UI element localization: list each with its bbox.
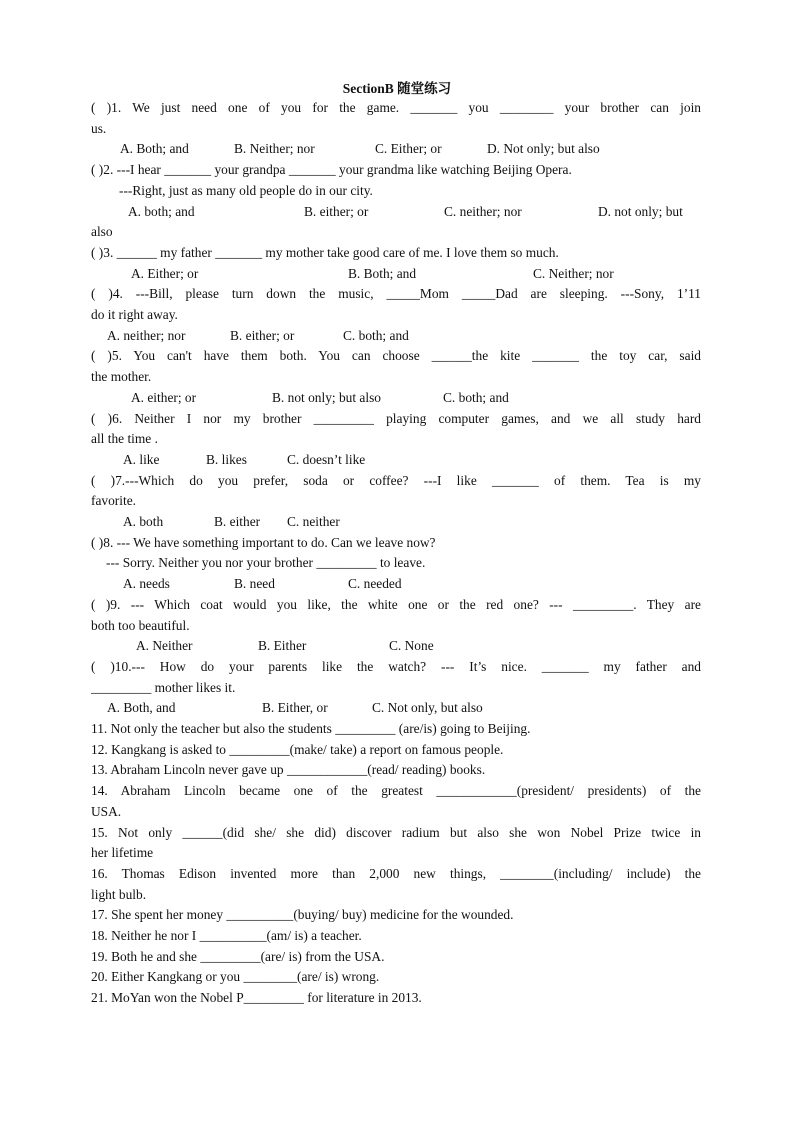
answer-options-row	[91, 698, 701, 719]
question-line: both too beautiful.	[91, 617, 190, 633]
question-line: also	[91, 224, 113, 240]
answer-option: C. None	[389, 638, 434, 654]
answer-option: C. Neither; nor	[533, 265, 614, 281]
answer-options-row	[91, 264, 701, 285]
answer-option: A. Both, and	[107, 700, 176, 716]
question-line: ( )5. You can't have them both. You can choose ______the kite _______ the toy car, said	[91, 348, 701, 364]
answer-option: C. doesn’t like	[287, 451, 366, 467]
question-line: ( )8. --- We have something important to do. Can we leave now?	[91, 534, 436, 550]
answer-option: B. likes	[206, 451, 247, 467]
answer-options-row	[91, 574, 701, 595]
answer-option: B. either; or	[230, 327, 295, 343]
question-line: 17. She spent her money __________(buying/ buy) medicine for the wounded.	[91, 907, 514, 923]
question-line: ( )6. Neither I nor my brother _________ playing computer games, and we all study hard	[91, 410, 701, 426]
answer-option: D. Not only; but also	[487, 141, 600, 157]
answer-option: A. Both; and	[120, 141, 189, 157]
answer-option: C. Not only, but also	[372, 700, 483, 716]
question-line: 15. Not only ______(did she/ she did) discover radium but also she won Nobel Prize twice in	[91, 824, 701, 840]
page-title: SectionB 随堂练习	[342, 81, 452, 96]
answer-options-row	[91, 202, 701, 223]
question-line: ( )9. --- Which coat would you like, the white one or the red one? --- _________. They are	[91, 596, 701, 612]
question-line: ( )7.---Which do you prefer, soda or coffee? ---I like _______ of them. Tea is my	[91, 472, 701, 488]
question-line: do it right away.	[91, 307, 178, 322]
question-line: ---Right, just as many old people do in our city.	[119, 182, 373, 198]
question-line: the mother.	[91, 369, 152, 385]
question-line: 20. Either Kangkang or you ________(are/ is) wrong.	[91, 969, 380, 985]
question-line: ( )10.--- How do your parents like the watch? --- It’s nice. _______ my father and	[91, 658, 701, 674]
answer-option: C. neither	[287, 514, 340, 529]
answer-option: A. Either; or	[131, 265, 199, 281]
answer-options-row	[91, 326, 701, 347]
question-line: 19. Both he and she _________(are/ is) from the USA.	[91, 948, 385, 964]
answer-option: C. both; and	[443, 389, 509, 405]
answer-option: A. both; and	[128, 203, 195, 219]
question-line: ( )2. ---I hear _______ your grandpa _______ your grandma like watching Beijing Opera.	[91, 162, 572, 178]
question-line: her lifetime	[91, 845, 154, 861]
question-line: all the time .	[91, 431, 158, 447]
answer-option: A. neither; nor	[107, 327, 186, 343]
answer-options-row	[91, 139, 701, 160]
question-line: --- Sorry. Neither you nor your brother _________ to leave.	[106, 555, 426, 571]
answer-option: B. either; or	[304, 203, 369, 219]
question-line: favorite.	[91, 493, 136, 509]
answer-options-row	[91, 636, 701, 657]
answer-option: B. Neither; nor	[234, 141, 315, 157]
answer-option: B. Both; and	[348, 265, 417, 281]
answer-option: A. either; or	[131, 389, 197, 405]
question-line: 14. Abraham Lincoln became one of the greatest ____________(president/ presidents) of the	[91, 783, 701, 799]
answer-option: C. both; and	[343, 327, 409, 343]
answer-option: B. either	[214, 514, 261, 529]
answer-option: C. neither; nor	[444, 203, 522, 219]
answer-option: C. Either; or	[375, 141, 442, 157]
answer-option: A. both	[123, 514, 164, 529]
question-line: 16. Thomas Edison invented more than 2,000 new things, ________(including/ include) the	[91, 865, 701, 881]
answer-option: A. like	[123, 451, 160, 467]
answer-option: A. Neither	[136, 638, 193, 654]
question-line: light bulb.	[91, 886, 147, 902]
question-line: 21. MoYan won the Nobel P_________ for literature in 2013.	[91, 990, 422, 1006]
answer-option: B. need	[234, 576, 275, 592]
answer-option: B. Either	[258, 638, 307, 654]
question-line: ( )1. We just need one of you for the game. _______ you ________ your brother can join	[91, 100, 701, 115]
answer-option: A. needs	[123, 576, 170, 592]
question-line: 11. Not only the teacher but also the students _________ (are/is) going to Beijing.	[91, 721, 531, 736]
answer-options-row	[91, 512, 701, 533]
answer-option: C. needed	[348, 576, 402, 592]
answer-options-row	[91, 388, 701, 409]
question-line: _________ mother likes it.	[91, 679, 236, 695]
question-line: 18. Neither he nor I __________(am/ is) a teacher.	[91, 928, 362, 943]
answer-option: B. not only; but also	[272, 389, 381, 405]
question-line: 13. Abraham Lincoln never gave up ____________(read/ reading) books.	[91, 762, 486, 778]
answer-options-row	[91, 450, 701, 471]
question-line: USA.	[91, 803, 122, 819]
question-line: us.	[91, 120, 107, 136]
question-line: ( )4. ---Bill, please turn down the music, _____Mom _____Dad are sleeping. ---Sony, 1’11	[91, 286, 701, 302]
question-line: ( )3. ______ my father _______ my mother take good care of me. I love them so much.	[91, 244, 559, 260]
answer-option: B. Either, or	[262, 700, 328, 716]
question-line: 12. Kangkang is asked to _________(make/ take) a report on famous people.	[91, 741, 504, 757]
answer-option: D. not only; but	[598, 203, 683, 219]
